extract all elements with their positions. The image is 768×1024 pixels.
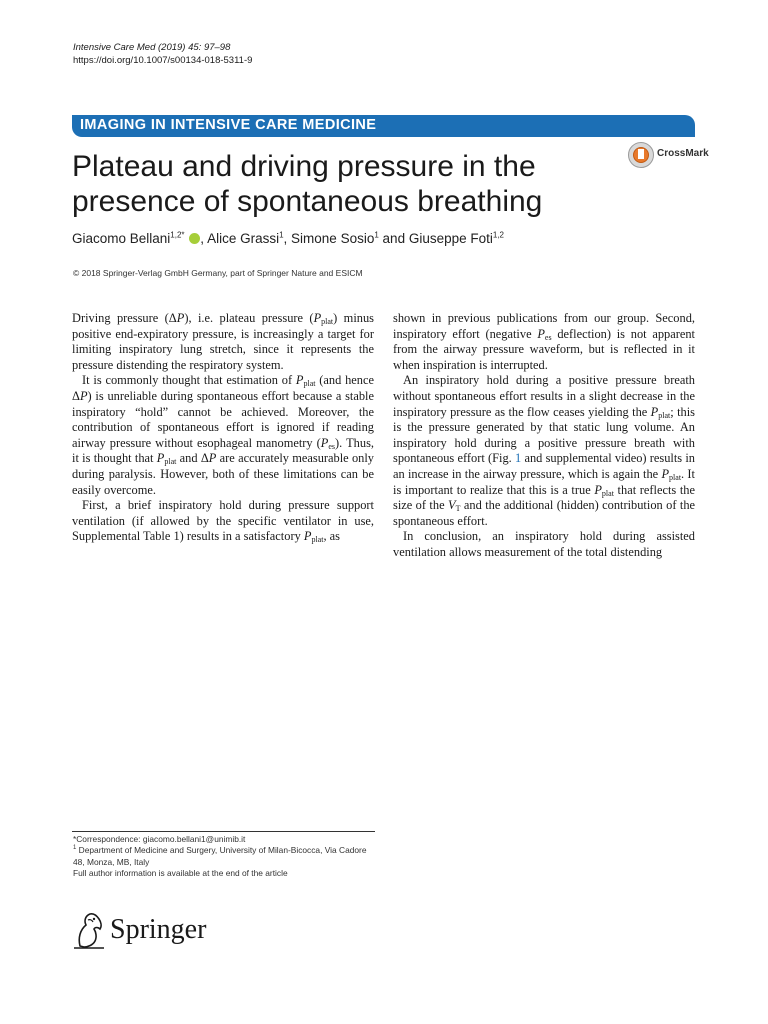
figure-link[interactable]: 1 (515, 451, 522, 466)
paragraph: First, a brief inspiratory hold during pressure support ventilation (if allowed by the specific ventilator in use, Supplemental Table 1) results in a satisfactory $P_{plat}$, as (72, 498, 374, 545)
author-name[interactable]: Giuseppe Foti (408, 231, 493, 246)
author-list: Giacomo Bellani$^{1,2*}$ , Alice Grassi$^1$, Simone Sosio$^1$ and Giuseppe Foti$^{1,2}$ (72, 230, 504, 246)
crossmark-icon (628, 142, 654, 168)
copyright-notice: © 2018 Springer-Verlag GmbH Germany, part of Springer Nature and ESICM (73, 268, 363, 278)
section-label: IMAGING IN INTENSIVE CARE MEDICINE (80, 117, 377, 133)
author-info-note: Full author information is available at the end of the article (73, 868, 288, 879)
body-column-left (72, 311, 374, 545)
author-affiliation: 1,2* (170, 230, 185, 240)
paragraph: Driving pressure (ΔP), i.e. plateau pressure $(P_{plat})$ minus positive end-expiratory pressure, is increasingly a target for limiting inspiratory lung stretch, since it represents the pressure distending the respiratory system. (72, 311, 374, 372)
author-name[interactable]: Giacomo Bellani (72, 231, 171, 246)
affiliation: $^1$ Department of Medicine and Surgery, University of Milan-Bicocca, Via Cadore 48, Monza, MB, Italy (73, 845, 367, 867)
author-affiliation: 1 (374, 230, 379, 240)
author-name[interactable]: Alice Grassi (207, 231, 280, 246)
journal-header (73, 41, 252, 67)
body-column-right (393, 311, 695, 561)
footnote-divider (72, 831, 375, 832)
footnotes (73, 834, 373, 880)
correspondence: *Correspondence: giacomo.bellani1@unimib.it (73, 834, 246, 844)
springer-horse-icon (72, 910, 106, 950)
publisher-name: Springer (110, 914, 207, 945)
crossmark-badge[interactable] (628, 142, 709, 168)
author-affiliation: 1,2 (492, 230, 504, 240)
journal-citation: Intensive Care Med (2019) 45: 97–98 (73, 42, 231, 53)
paragraph: In conclusion, an inspiratory hold during assisted ventilation allows measurement of the total distending (393, 529, 695, 559)
author-name[interactable]: Simone Sosio (291, 231, 375, 246)
article-title: Plateau and driving pressure in the presence of spontaneous breathing (72, 150, 543, 218)
springer-logo (72, 910, 222, 954)
author-affiliation: 1 (279, 230, 284, 240)
doi-link[interactable]: https://doi.org/10.1007/s00134-018-5311-9 (73, 55, 253, 66)
section-banner (72, 115, 695, 137)
orcid-icon[interactable] (189, 233, 200, 244)
crossmark-label: CrossMark (657, 148, 709, 159)
paragraph: It is commonly thought that estimation of $P_{plat}$ (and hence ΔP) is unreliable during spontaneous effort because a stable inspiratory “hold” cannot be achieved. Moreover, the contribution of spontaneous effort is ignored if reading airway pressure without esophageal manometry $(P_{es})$. Thus, it is thought that $P_{plat}$ and ΔP are accurately measurable only during paralysis. However, both of these limitations can be easily overcome. (72, 373, 375, 497)
paragraph: shown in previous publications from our group. Second, inspiratory effort (negative $P_{es}$ deflection) is not apparent from the airway pressure waveform, but is reflected in it when inspiration is interrupted. (393, 311, 695, 372)
paragraph: An inspiratory hold during a positive pressure breath without spontaneous effort results in a slight decrease in the inspiratory pressure as the flow ceases yielding the $P_{plat}$; this is the pressure generated by that static lung volume. An inspiratory hold during a positive pressure breath with spontaneous effort (Fig. 1 and supplemental video) results in an increase in the airway pressure, which is again the $P_{plat}$. It is important to realize that this is a true $P_{plat}$ that reflects the size of the $V_T$ and the additional (hidden) contribution of the spontaneous effort. (393, 373, 696, 528)
